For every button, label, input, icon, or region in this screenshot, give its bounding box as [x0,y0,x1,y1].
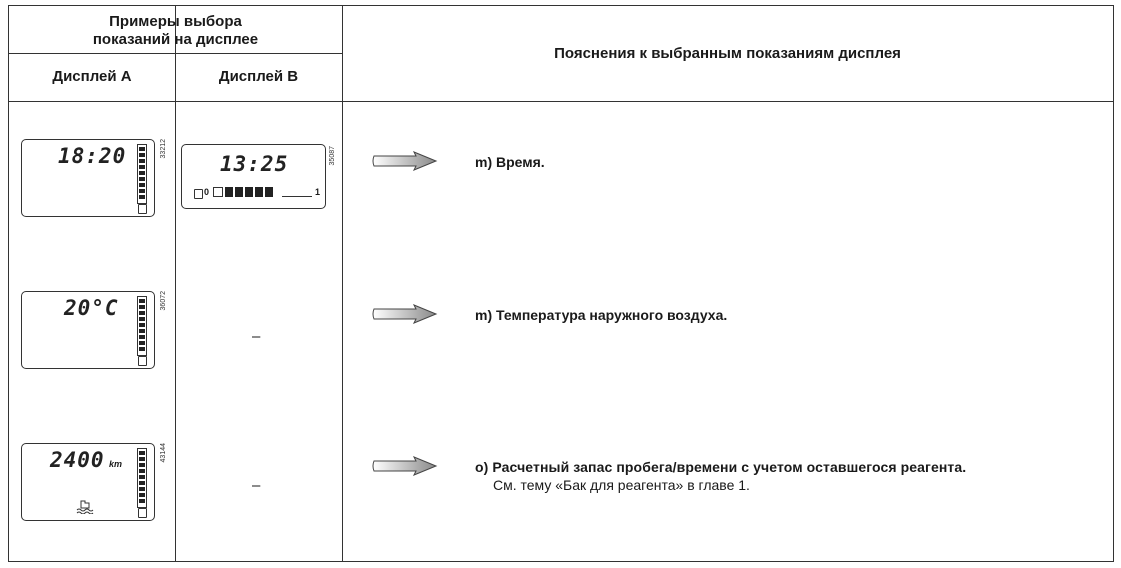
display-a-range-readout [50,448,122,472]
display-a-range-unit: km [109,459,123,469]
explanation-time-bold: m) Время. [475,154,545,170]
fuel-pump-icon [138,356,147,366]
explanation-range-note: См. тему «Бак для реагента» в главе 1. [493,477,750,493]
level-bar [137,144,147,204]
display-b-time-value: 13:25 [220,152,289,176]
header-display-b: Дисплей В [218,68,299,85]
display-a-range [21,443,155,521]
explanation-time [475,153,1105,171]
divider-ab [175,102,176,561]
explanation-range-bold-line [475,458,1105,476]
header-examples-line2: показаний на дисплее [92,31,259,48]
header-sub-divider [9,53,342,54]
level-bar [137,448,147,508]
display-a-temperature-value: 20°C [64,296,119,320]
level-bar [137,296,147,356]
gauge-baseline [282,196,312,197]
explanation-range-bold: o) Расчетный запас пробега/времени с учетом оставшегося реагента. [475,459,967,475]
image-code: 36072 [160,291,167,311]
image-code: 43144 [160,443,167,463]
gauge-max-label: 1 [315,187,321,197]
gauge-min-label: 0 [204,187,210,197]
display-a-time [21,139,155,217]
display-b-empty-dash: – [252,477,261,494]
fuel-pump-icon [138,508,147,518]
header-examples-line1: Примеры выбора [109,13,242,30]
display-b-empty-dash: – [252,328,261,345]
explanation-temperature-bold: m) Температура наружного воздуха. [475,307,728,323]
fuel-pump-icon [194,189,203,199]
explanation-range [475,458,1105,494]
table-frame [8,5,1114,562]
header-examples [9,13,342,49]
horizontal-gauge [213,187,283,197]
arrow-right-icon [372,151,438,171]
display-a-range-value: 2400 [50,448,105,472]
header-bottom-divider [9,101,1113,102]
header-explanations: Пояснения к выбранным показаниям дисплея [554,45,901,62]
arrow-right-icon [372,304,438,324]
display-a-temperature [21,291,155,369]
arrow-right-icon [372,456,438,476]
explanation-temperature [475,306,1105,324]
image-code: 35087 [329,146,336,166]
display-b-time [181,144,326,209]
image-code: 33212 [160,139,167,159]
header-display-a: Дисплей А [52,68,132,85]
reagent-tank-icon [76,500,94,514]
divider-b-expl [342,6,343,561]
fuel-pump-icon [138,204,147,214]
display-a-time-value: 18:20 [58,144,127,168]
